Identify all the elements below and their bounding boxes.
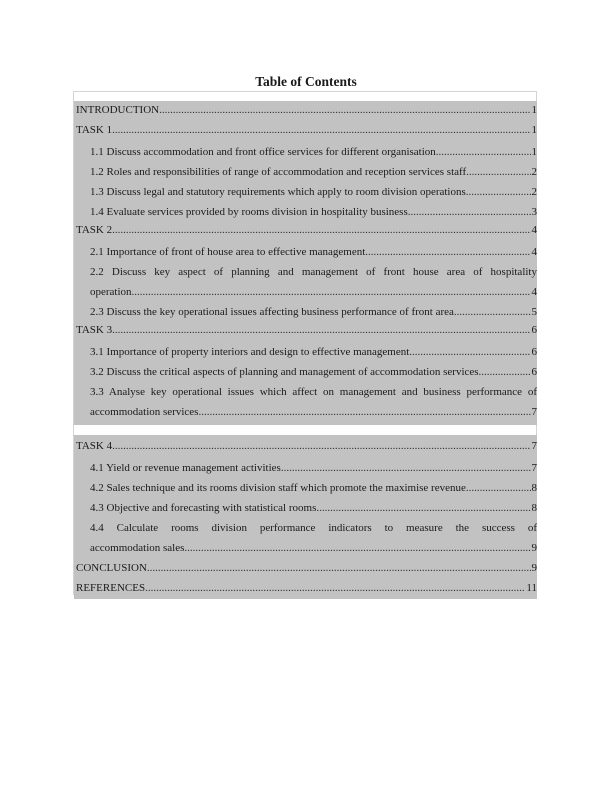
toc-entry-4-2[interactable] [74,477,537,497]
toc-entry-1-4[interactable] [74,201,537,221]
toc-entry-text: INTRODUCTION [76,104,160,116]
toc-entry-text: REFERENCES [76,582,146,594]
toc-entry-page: 5 [531,306,537,318]
toc-entry-3-3[interactable] [74,381,537,425]
dot-leader [436,145,531,160]
toc-entry-conclusion[interactable] [74,559,537,579]
toc-entry-text: TASK 2 [76,224,113,236]
dot-leader [466,185,531,200]
dot-leader [365,245,530,260]
toc-entry-4-4[interactable] [74,517,537,559]
toc-entry-2-1[interactable] [74,241,537,261]
dot-leader [466,481,531,496]
dot-leader [198,405,530,420]
dot-leader [409,345,530,360]
dot-leader [184,541,530,556]
toc-entry-page: 8 [531,482,537,494]
toc-entry-4-1[interactable] [74,457,537,477]
toc-top-strip [74,92,536,101]
toc-entry-task-2[interactable] [74,221,537,241]
toc-entry-page: 7 [531,462,537,474]
toc-entry-page: 4 [531,224,537,236]
toc-entry-text-line1: 4.4 Calculate rooms division performance indicators to measure the success of [90,522,537,534]
toc-entry-1-3[interactable] [74,181,537,201]
dot-leader [479,365,531,380]
dot-leader [112,123,530,138]
toc-entry-task-4[interactable] [74,435,537,457]
toc-entry-2-2[interactable] [74,261,537,301]
toc-entry-text: CONCLUSION [76,562,147,574]
toc-entry-text-line1: 3.3 Analyse key operational issues which affect on management and business performance of [90,386,537,398]
toc-entry-text-line2: accommodation sales [90,542,185,554]
toc-entry-4-3[interactable] [74,497,537,517]
toc-title: Table of Contents [255,74,357,89]
toc-entry-text: 2.3 Discuss the key operational issues affecting business performance of front area [90,306,454,318]
toc-entry-text: 4.3 Objective and forecasting with statistical rooms [90,502,317,514]
dot-leader [112,439,530,454]
toc-entry-2-3[interactable] [74,301,537,321]
toc-entry-page: 4 [531,286,537,298]
dot-leader [145,581,525,596]
dot-leader [466,165,530,180]
toc-entry-page: 11 [526,582,537,594]
toc-entry-page: 1 [531,124,537,136]
dot-leader [159,103,530,118]
toc-entry-1-1[interactable] [74,141,537,161]
toc-frame [73,91,537,595]
toc-entry-page: 2 [531,166,537,178]
toc-entry-text: TASK 4 [76,440,113,452]
dot-leader [112,223,530,238]
toc-entry-text-line2: accommodation services [90,406,199,418]
toc-entry-page: 7 [531,406,537,418]
dot-leader [147,561,531,576]
dot-leader [112,323,530,338]
dot-leader [132,285,531,300]
toc-entry-page: 7 [531,440,537,452]
toc-entry-text: 1.2 Roles and responsibilities of range of accommodation and reception services staff [90,166,467,178]
toc-entry-text: 4.1 Yield or revenue management activities [90,462,281,474]
toc-entry-3-2[interactable] [74,361,537,381]
toc-entry-page: 8 [531,502,537,514]
toc-entry-page: 6 [531,324,537,336]
toc-entry-text: TASK 3 [76,324,113,336]
dot-leader [316,501,530,516]
toc-entry-1-2[interactable] [74,161,537,181]
dot-leader [281,461,531,476]
toc-entry-page: 1 [531,104,537,116]
toc-entry-introduction[interactable] [74,101,537,121]
toc-entry-text-line1: 2.2 Discuss key aspect of planning and management of front house area of hospitality [90,266,537,278]
toc-entry-page: 9 [531,562,537,574]
toc-entry-page: 9 [531,542,537,554]
toc-entry-task-3[interactable] [74,321,537,341]
dot-leader [408,205,531,220]
toc-entry-page: 2 [531,186,537,198]
toc-entry-text: 1.1 Discuss accommodation and front office services for different organisation [90,146,436,158]
toc-entry-text: 1.4 Evaluate services provided by rooms division in hospitality business [90,206,408,218]
toc-entry-references[interactable] [74,579,537,599]
toc-entry-page: 3 [531,206,537,218]
toc-entry-task-1[interactable] [74,121,537,141]
toc-entry-page: 4 [531,246,537,258]
toc-entry-text: 4.2 Sales technique and its rooms division staff which promote the maximise revenue [90,482,466,494]
dot-leader [454,305,531,320]
toc-entry-page: 1 [531,146,537,158]
toc-entry-text: 3.1 Importance of property interiors and design to effective management [90,346,410,358]
toc-entry-text: 1.3 Discuss legal and statutory requirements which apply to room division operations [90,186,466,198]
toc-entry-3-1[interactable] [74,341,537,361]
toc-entry-text: 3.2 Discuss the critical aspects of planning and management of accommodation services [90,366,479,378]
toc-entry-text: TASK 1 [76,124,113,136]
toc-entry-page: 6 [531,366,537,378]
toc-entry-text-line2: operation [90,286,132,298]
toc-entry-page: 6 [531,346,537,358]
toc-entry-text: 2.1 Importance of front of house area to effective management [90,246,366,258]
